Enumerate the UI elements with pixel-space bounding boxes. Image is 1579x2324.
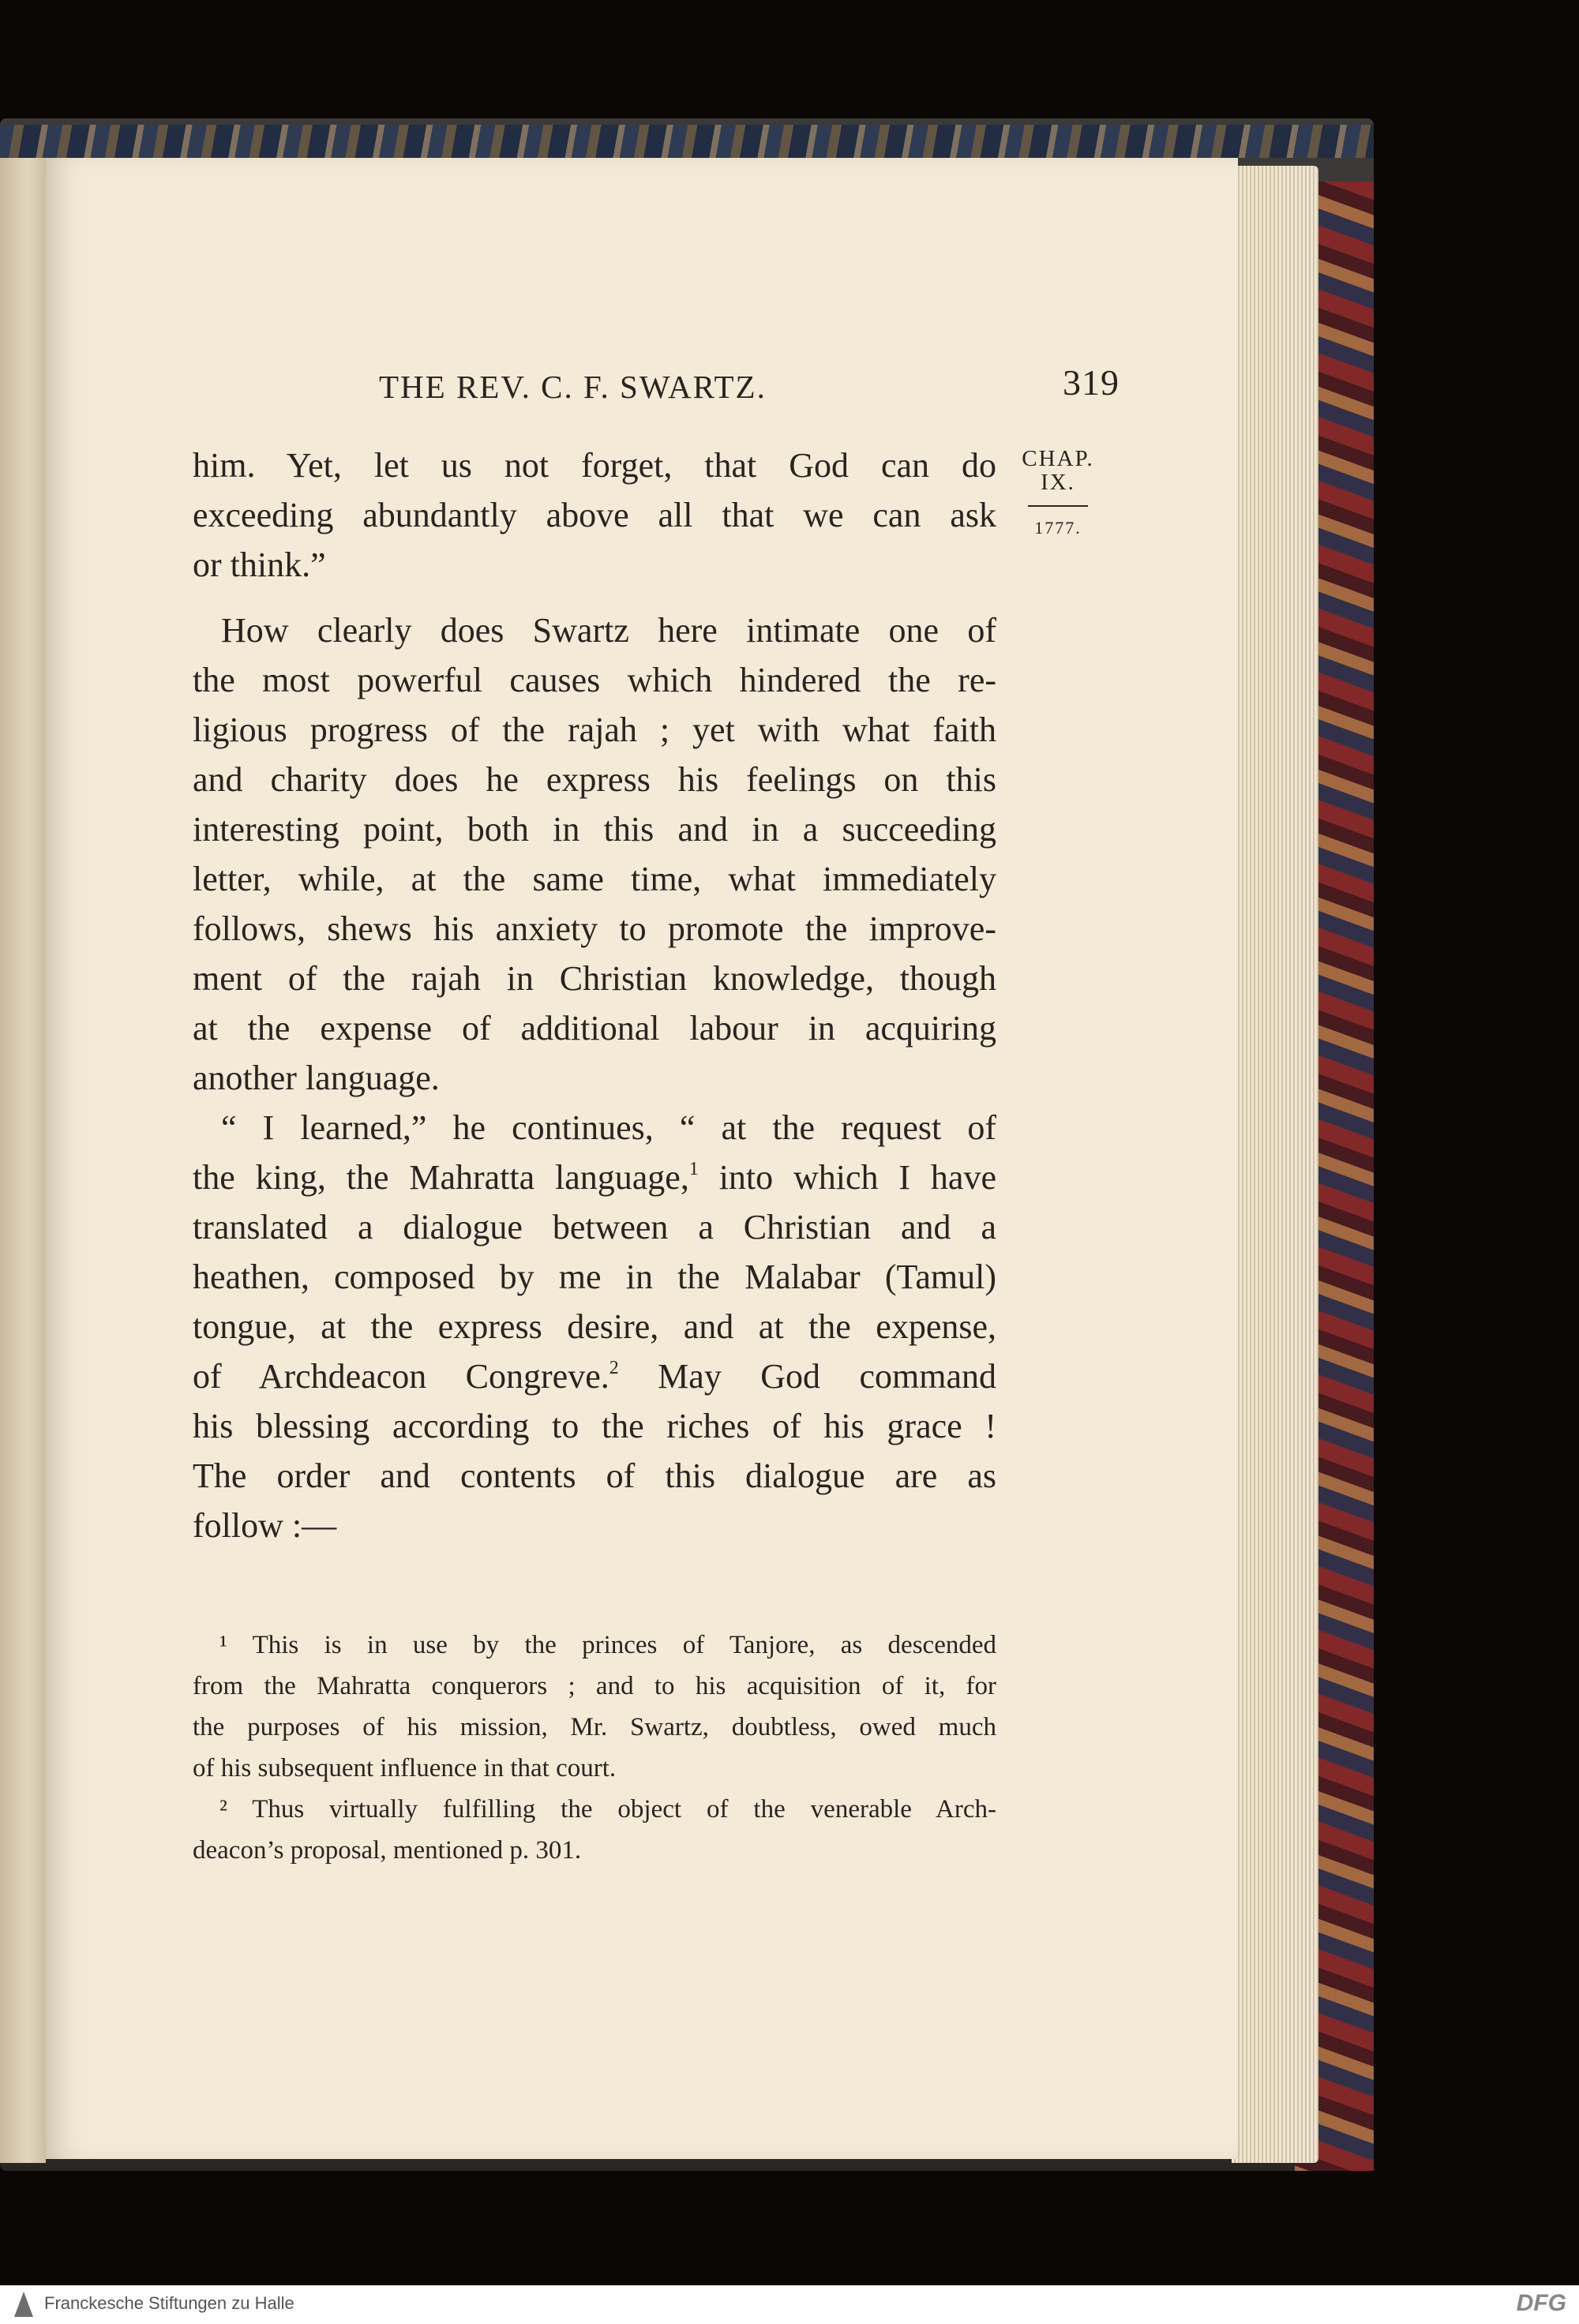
text-line: the most powerful causes which hindered the re-: [193, 661, 996, 699]
text-line: ligious progress of the rajah ; yet with what faith: [193, 710, 996, 749]
page-edges: [1232, 166, 1318, 2163]
chapter-number: IX.: [1041, 470, 1075, 495]
text-line: follows, shews his anxiety to promote the improve-: [193, 909, 996, 948]
footnote-line: of his subsequent influence in that court.: [193, 1754, 617, 1782]
footnote-ref-2: 2: [609, 1358, 619, 1378]
page-number: 319: [1063, 362, 1120, 403]
text-line: exceeding abundantly above all that we can ask: [193, 496, 996, 534]
dfg-logo: DFG: [1516, 2290, 1566, 2316]
margin-year: 1777.: [1034, 518, 1082, 538]
text-line: interesting point, both in this and in a succeeding: [193, 810, 996, 849]
text-line: him. Yet, let us not forget, that God can do: [193, 446, 996, 485]
footnote-line: ¹ This is in use by the princes of Tanjore, as descended: [219, 1631, 996, 1659]
institution-logo-icon: [14, 2292, 33, 2317]
body-text: [193, 440, 996, 1550]
footnotes: [193, 1625, 996, 1871]
footnote-line: ² Thus virtually fulfilling the object of the venerable Arch-: [219, 1795, 996, 1824]
cover-top-edge: [0, 125, 1374, 158]
running-head: THE REV. C. F. SWARTZ.: [379, 369, 767, 405]
text-line: follow :—: [193, 1506, 337, 1545]
chapter-label: CHAP.: [1022, 446, 1094, 471]
text-line: tongue, at the express desire, and at the expense,: [193, 1307, 996, 1346]
text-line: and charity does he express his feelings on this: [193, 760, 996, 799]
footnote-ref-1: 1: [688, 1159, 699, 1179]
text-line-with-footnote-ref: the king, the Mahratta language,$^1$ into which I have: [193, 1158, 996, 1197]
text-line: translated a dialogue between a Christian and a: [193, 1208, 996, 1246]
text-line: his blessing according to the riches of his grace !: [193, 1407, 996, 1445]
text-line: heathen, composed by me in the Malabar (Tamul): [193, 1258, 996, 1296]
footnote-line: deacon’s proposal, mentioned p. 301.: [193, 1836, 582, 1865]
viewer-footer: [0, 2285, 1579, 2324]
footnote-line: from the Mahratta conquerors ; and to his acquisition of it, for: [193, 1672, 996, 1700]
text-line: or think.”: [193, 545, 326, 584]
text-line: The order and contents of this dialogue are as: [193, 1456, 996, 1495]
margin-note: [1018, 447, 1097, 538]
margin-rule: [1028, 505, 1088, 507]
institution-name: Franckesche Stiftungen zu Halle: [44, 2293, 294, 2313]
text-line: “ I learned,” he continues, “ at the request of: [221, 1108, 996, 1147]
facing-page-edge: [0, 158, 46, 2163]
text-line: at the expense of additional labour in acquiring: [193, 1009, 996, 1048]
footnote-line: the purposes of his mission, Mr. Swartz, doubtless, owed much: [193, 1713, 996, 1741]
text-line: another language.: [193, 1059, 440, 1097]
text-line: How clearly does Swartz here intimate one of: [221, 611, 996, 650]
text-line: letter, while, at the same time, what immediately: [193, 860, 996, 898]
text-line: ment of the rajah in Christian knowledge, though: [193, 959, 996, 998]
text-line-with-footnote-ref: of Archdeacon Congreve.$^2$ May God command: [193, 1357, 997, 1396]
